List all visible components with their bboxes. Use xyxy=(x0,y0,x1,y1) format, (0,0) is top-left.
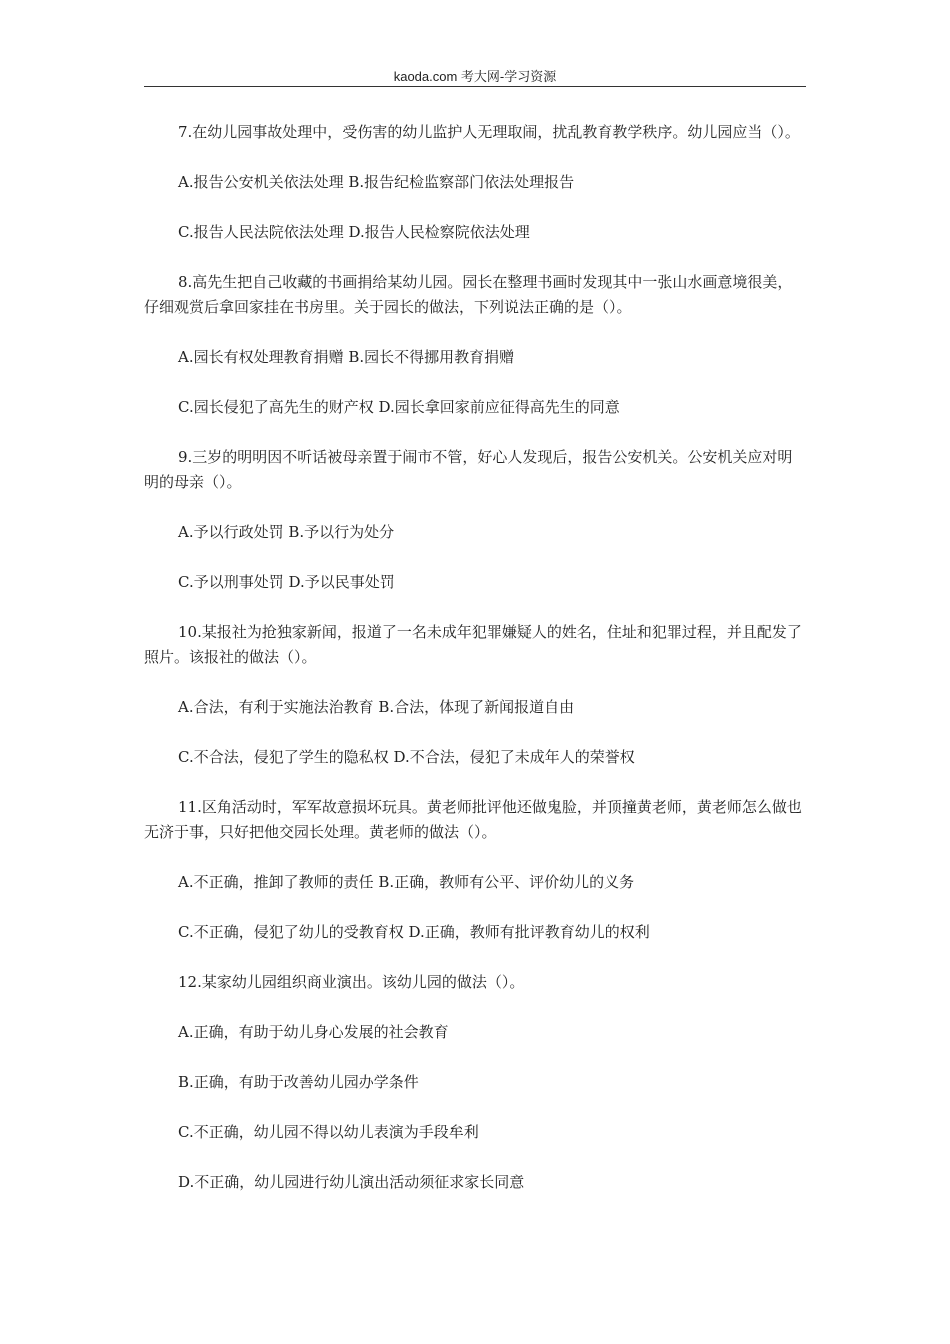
document-body xyxy=(144,120,806,1220)
question-option: A.合法，有利于实施法治教育 B.合法，体现了新闻报道自由 xyxy=(178,698,575,716)
question-option: C.园长侵犯了高先生的财产权 D.园长拿回家前应征得高先生的同意 xyxy=(178,398,620,416)
question-stem: 8.高先生把自己收藏的书画捐给某幼儿园。园长在整理书画时发现其中一张山水画意境很美，仔细观赏后拿回家挂在书房里。关于园长的做法，下列说法正确的是（）。 xyxy=(144,273,793,316)
question-option: A.正确，有助于幼儿身心发展的社会教育 xyxy=(178,1023,449,1041)
question-option: A.不正确，推卸了教师的责任 B.正确，教师有公平、评价幼儿的义务 xyxy=(178,873,635,891)
question-stem: 7.在幼儿园事故处理中，受伤害的幼儿监护人无理取闹，扰乱教育教学秩序。幼儿园应当（）。 xyxy=(178,123,800,141)
page-header: kaoda.com 考大网-学习资源 xyxy=(393,69,557,84)
question-option: A.予以行政处罚 B.予以行为处分 xyxy=(178,523,395,541)
question-stem: 9.三岁的明明因不听话被母亲置于闹市不管，好心人发现后，报告公安机关。公安机关应对明明的母亲（）。 xyxy=(144,448,793,491)
question-option: B.正确，有助于改善幼儿园办学条件 xyxy=(178,1073,419,1091)
question-option: C.不正确，幼儿园不得以幼儿表演为手段牟利 xyxy=(178,1123,479,1141)
question-option: C.予以刑事处罚 D.予以民事处罚 xyxy=(178,573,395,591)
question-option: A.园长有权处理教育捐赠 B.园长不得挪用教育捐赠 xyxy=(178,348,515,366)
question-option: D.不正确，幼儿园进行幼儿演出活动须征求家长同意 xyxy=(178,1173,525,1191)
question-stem: 11.区角活动时，军军故意损坏玩具。黄老师批评他还做鬼脸，并顶撞黄老师，黄老师怎么做也无济于事，只好把他交园长处理。黄老师的做法（）。 xyxy=(144,798,802,841)
header-divider xyxy=(144,86,806,87)
question-stem: 10.某报社为抢独家新闻，报道了一名未成年犯罪嫌疑人的姓名，住址和犯罪过程，并且配发了照片。该报社的做法（）。 xyxy=(144,623,802,666)
question-option: A.报告公安机关依法处理 B.报告纪检监察部门依法处理报告 xyxy=(178,173,575,191)
question-option: C.报告人民法院依法处理 D.报告人民检察院依法处理 xyxy=(178,223,530,241)
question-option: C.不正确，侵犯了幼儿的受教育权 D.正确，教师有批评教育幼儿的权利 xyxy=(178,923,650,941)
question-option: C.不合法，侵犯了学生的隐私权 D.不合法，侵犯了未成年人的荣誉权 xyxy=(178,748,635,766)
question-stem: 12.某家幼儿园组织商业演出。该幼儿园的做法（）。 xyxy=(178,973,525,991)
